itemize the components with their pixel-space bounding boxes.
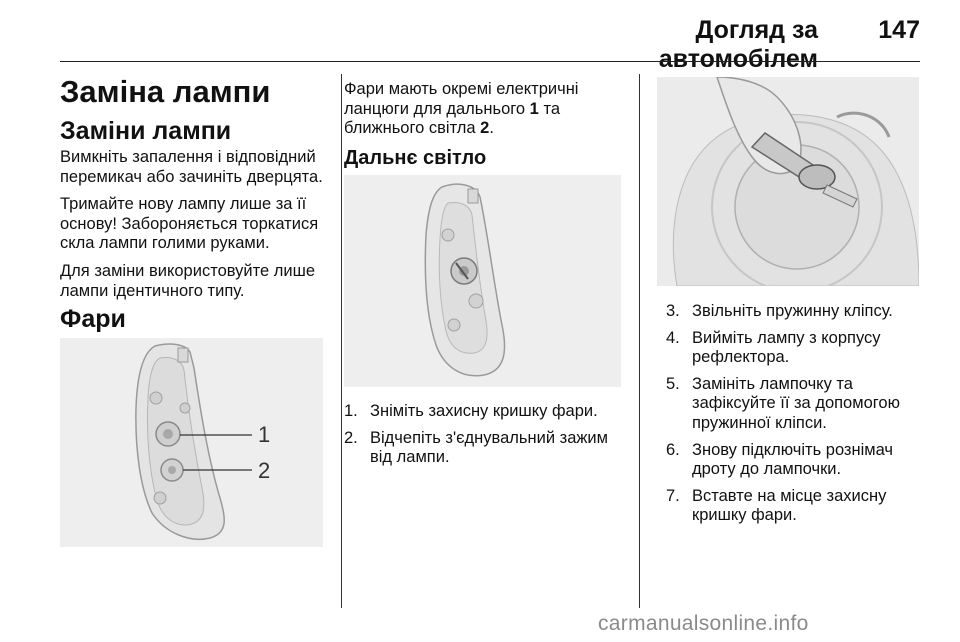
- header-rule: [60, 61, 920, 62]
- step-number: 2.: [344, 428, 358, 447]
- high-beam-title: Дальнє світло: [344, 147, 487, 169]
- intro-number-2: 2: [480, 119, 490, 138]
- step-text: Звільніть пружинну кліпсу.: [692, 302, 893, 320]
- paragraph: Вимкніть запалення і відповідний перемикач або зачиніть дверцята.: [60, 148, 323, 186]
- list-item: [666, 375, 926, 434]
- steps-list-middle: [344, 402, 624, 475]
- watermark: carmanualsonline.info: [598, 612, 809, 635]
- step-text: Відчепіть з'єднувальний зажим від лампи.: [370, 428, 608, 467]
- step-number: 1.: [344, 402, 358, 420]
- list-item: [344, 402, 624, 422]
- step-text: Зніміть захисну кришку фари.: [370, 402, 598, 420]
- steps-list-right: [666, 302, 926, 533]
- paragraph: Для заміни використовуйте лише лампи ідентичного типу.: [60, 261, 316, 300]
- section-title: Заміна лампи: [60, 74, 271, 109]
- list-item: [666, 329, 926, 368]
- column-divider-right: [639, 74, 640, 608]
- high-beam-figure: [344, 175, 621, 387]
- subsection-title: Заміни лампи: [60, 117, 232, 145]
- intro-number-1: 1: [529, 99, 539, 118]
- paragraph: Тримайте нову лампу лише за її основу! Забороняється торкатися скла лампи голими руками.: [60, 195, 319, 253]
- headlight-illustration: [60, 338, 323, 547]
- step-number: 6.: [666, 440, 680, 459]
- step-text: Вийміть лампу з корпусу рефлектора.: [692, 328, 881, 367]
- step-text: Вставте на місце захисну кришку фари.: [692, 486, 887, 525]
- step-text: Знову підключіть рознімач дроту до лампочки.: [692, 440, 894, 479]
- step-number: 5.: [666, 374, 680, 393]
- middle-intro-text: [344, 80, 620, 139]
- list-item: [666, 441, 926, 480]
- intro-text: .: [489, 119, 494, 138]
- headlight-figure: [60, 338, 323, 547]
- step-number: 4.: [666, 328, 680, 347]
- step-number: 3.: [666, 302, 680, 320]
- list-item: [666, 302, 926, 322]
- intro-text: та ближнього світла: [344, 99, 560, 138]
- headlights-title: Фари: [60, 305, 126, 333]
- bulb-removal-figure: [657, 77, 919, 286]
- bulb-removal-illustration: [657, 77, 919, 286]
- callout-2: 2: [258, 458, 271, 483]
- page-header-title: Догляд за автомобілем: [658, 16, 818, 73]
- intro-text: Фари мають окремі електричні ланцюги для дальнього: [344, 80, 579, 118]
- left-body-text: [60, 148, 332, 309]
- callout-1: 1: [258, 422, 271, 447]
- step-number: 7.: [666, 486, 680, 505]
- headlight-rear-illustration: [344, 175, 621, 387]
- step-text: Замініть лампочку та зафіксуйте її за допомогою пружинної кліпси.: [692, 374, 900, 432]
- list-item: [666, 487, 926, 526]
- page-number: 147: [878, 16, 920, 44]
- list-item: [344, 429, 624, 468]
- column-divider-left: [341, 74, 342, 608]
